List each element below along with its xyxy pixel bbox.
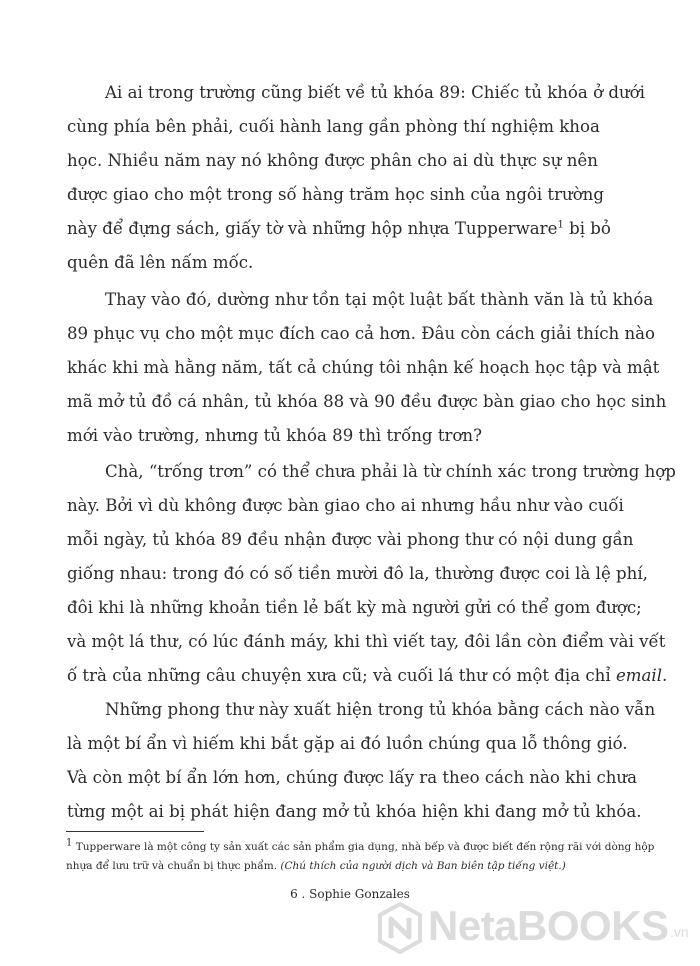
watermark xyxy=(372,900,692,956)
text-line: khác khi mà hằng năm, tất cả chúng tôi nhận kế hoạch học tập và mật xyxy=(67,358,660,377)
text-line: cùng phía bên phải, cuối hành lang gần phòng thí nghiệm khoa xyxy=(67,117,600,136)
text-line: và một lá thư, có lúc đánh máy, khi thì viết tay, đôi lần còn điểm vài vết xyxy=(67,632,666,651)
text-line: Những phong thư này xuất hiện trong tủ khóa bằng cách nào vẫn xyxy=(105,700,656,719)
text-line: đôi khi là những khoản tiền lẻ bất kỳ mà người gửi có thể gom được; xyxy=(67,598,642,617)
footnote-line xyxy=(66,857,646,876)
text-line: giống nhau: trong đó có số tiền mười đô la, thường được coi là lệ phí, xyxy=(67,564,648,583)
text-line: từng một ai bị phát hiện đang mở tủ khóa hiện khi đang mở tủ khóa. xyxy=(67,802,642,821)
text-line-with-italic xyxy=(67,659,668,693)
text-line: là một bí ẩn vì hiếm khi bắt gặp ai đó luồn chúng qua lỗ thông gió. xyxy=(67,734,628,753)
text-line: 89 phục vụ cho một mục đích cao cả hơn. Đâu còn cách giải thích nào xyxy=(67,324,656,343)
text-segment: bị bỏ xyxy=(563,219,611,238)
watermark-brand: NetaBOOKS xyxy=(428,902,669,949)
text-line: mã mở tủ đồ cá nhân, tủ khóa 88 và 90 đều được bàn giao cho học sinh xyxy=(67,392,667,411)
paragraph-3 xyxy=(67,455,676,693)
text-segment: ố trà của những câu chuyện xưa cũ; và cuối lá thư có một địa chỉ xyxy=(67,666,616,685)
text-line: Ai ai trong trường cũng biết về tủ khóa 89: Chiếc tủ khóa ở dưới xyxy=(105,83,645,102)
footnote-italic-note: (Chú thích của người dịch và Ban biên tập tiếng việt.) xyxy=(280,860,566,872)
footnote-text: nhựa để lưu trữ và chuẩn bị thực phẩm. xyxy=(66,860,281,872)
footnote-reference: 1 xyxy=(557,219,564,231)
text-line-with-footnote xyxy=(67,212,625,246)
footnote-line xyxy=(66,837,655,857)
watermark-suffix: .vn xyxy=(670,924,689,940)
text-line: mới vào trường, nhưng tủ khóa 89 thì trống trơn? xyxy=(67,426,482,445)
text-line: quên đã lên nấm mốc. xyxy=(67,253,254,272)
text-segment: này để đựng sách, giấy tờ và những hộp nhựa Tupperware xyxy=(67,219,558,238)
text-line: này. Bởi vì dù không được bàn giao cho ai nhưng hầu như vào cuối xyxy=(67,496,624,515)
page-footer: 6 . Sophie Gonzales xyxy=(290,887,410,901)
text-line: mỗi ngày, tủ khóa 89 đều nhận được vài phong thư có nội dung gần xyxy=(67,530,634,549)
text-line: được giao cho một trong số hàng trăm học sinh của ngôi trường xyxy=(67,185,604,204)
footnote-text: Tupperware là một công ty sản xuất các sản phẩm gia dụng, nhà bếp và được biết đến rộng rãi với dòng hộp xyxy=(72,841,655,853)
italic-word: email. xyxy=(615,666,668,685)
footnote xyxy=(66,837,655,876)
book-logo-icon xyxy=(376,902,424,954)
text-line: học. Nhiều năm nay nó không được phân cho ai dù thực sự nên xyxy=(67,151,598,170)
text-line: Thay vào đó, dường như tồn tại một luật bất thành văn là tủ khóa xyxy=(105,290,654,309)
paragraph-1 xyxy=(67,76,645,280)
footnote-marker: 1 xyxy=(66,837,73,849)
paragraph-2 xyxy=(67,283,667,453)
text-line: Chà, “trống trơn” có thể chưa phải là từ chính xác trong trường hợp xyxy=(105,462,676,481)
paragraph-4 xyxy=(67,693,656,829)
footnote-divider xyxy=(66,831,204,832)
text-line: Và còn một bí ẩn lớn hơn, chúng được lấy ra theo cách nào khi chưa xyxy=(67,768,638,787)
